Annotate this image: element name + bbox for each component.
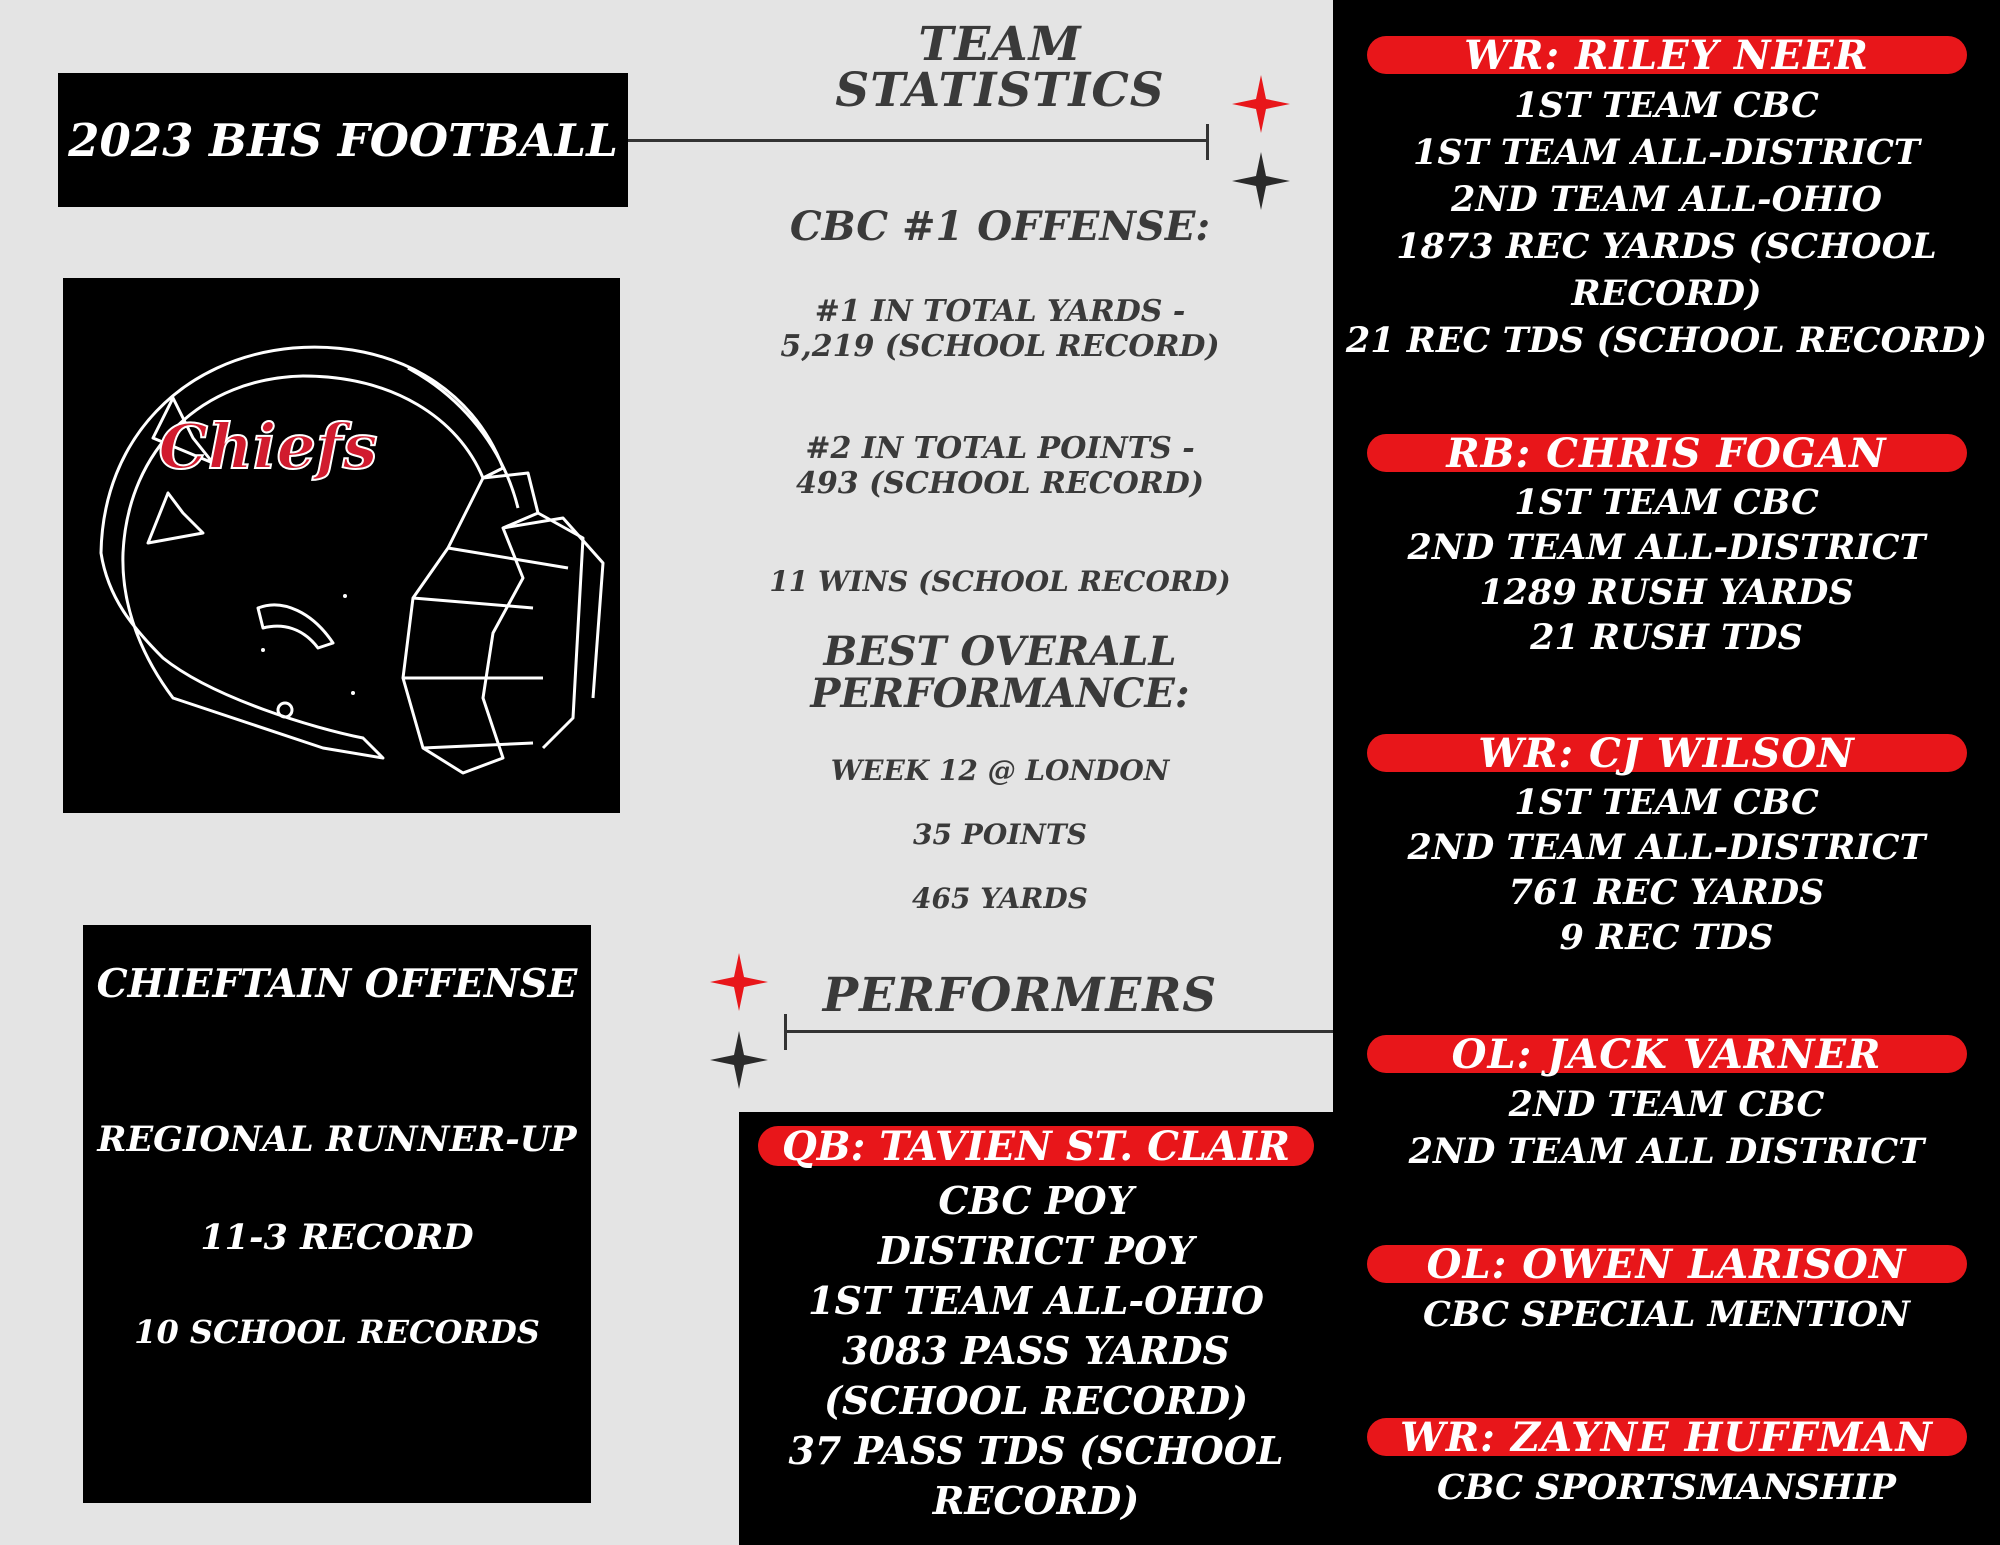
performers-heading: PERFORMERS bbox=[822, 968, 1218, 1023]
page-title bbox=[58, 73, 628, 207]
honor-line: 1289 RUSH YARDS bbox=[1479, 572, 1854, 613]
heading-line: STATISTICS bbox=[835, 63, 1165, 118]
red-sparkle-icon bbox=[710, 953, 768, 1011]
honor-line: 9 REC TDS bbox=[1559, 917, 1774, 958]
stat-text: #1 IN TOTAL YARDS - bbox=[814, 294, 1186, 329]
helmet-image bbox=[63, 278, 620, 813]
honor-line: CBC POY bbox=[938, 1178, 1134, 1223]
honor-line: 1873 REC YARDS (SCHOOL bbox=[1396, 226, 1937, 267]
title-text: 2023 BHS FOOTBALL bbox=[68, 113, 618, 167]
player-label: WR: RILEY NEER bbox=[1367, 36, 1967, 74]
chieftain-offense-heading: CHIEFTAIN OFFENSE bbox=[96, 961, 578, 1007]
chieftain-offense-box bbox=[83, 925, 591, 1503]
qb-label: QB: TAVIEN ST. CLAIR bbox=[758, 1126, 1314, 1166]
stat-total-points bbox=[760, 431, 1240, 501]
honor-line: RECORD) bbox=[932, 1478, 1140, 1523]
honor-line: 2ND TEAM ALL DISTRICT bbox=[1408, 1131, 1925, 1172]
title-connector-line bbox=[628, 139, 1208, 142]
honor-line: DISTRICT POY bbox=[877, 1228, 1195, 1273]
honor-line: 1ST TEAM ALL-DISTRICT bbox=[1413, 132, 1920, 173]
honor-line: 1ST TEAM CBC bbox=[1514, 482, 1819, 523]
honor-line: 1ST TEAM CBC bbox=[1514, 85, 1819, 126]
player-card bbox=[1333, 32, 2000, 364]
honor-line: 2ND TEAM CBC bbox=[1508, 1084, 1825, 1125]
offense-heading: CBC #1 OFFENSE: bbox=[789, 203, 1211, 250]
honor-line: 37 PASS TDS (SCHOOL bbox=[788, 1428, 1284, 1473]
helmet-logo-text: Chiefs bbox=[158, 410, 378, 483]
stat-total-yards bbox=[760, 294, 1240, 364]
honor-line: 2ND TEAM ALL-DISTRICT bbox=[1407, 827, 1926, 868]
team-statistics-heading bbox=[760, 17, 1240, 118]
black-sparkle-icon bbox=[1232, 152, 1290, 210]
chieftain-offense-line: REGIONAL RUNNER-UP bbox=[97, 1119, 577, 1160]
player-label: RB: CHRIS FOGAN bbox=[1367, 434, 1967, 472]
player-label: OL: OWEN LARISON bbox=[1367, 1245, 1967, 1283]
player-label: WR: CJ WILSON bbox=[1367, 734, 1967, 772]
honor-line: 21 RUSH TDS bbox=[1530, 617, 1803, 658]
stat-text: 493 (SCHOOL RECORD) bbox=[796, 466, 1204, 501]
helmet-icon bbox=[63, 278, 620, 813]
honor-line: 1ST TEAM ALL-OHIO bbox=[808, 1278, 1264, 1323]
best-performance-line: 35 POINTS bbox=[913, 818, 1087, 851]
player-card bbox=[1333, 730, 2000, 960]
honor-line: 3083 PASS YARDS bbox=[842, 1328, 1230, 1373]
honor-line: 761 REC YARDS bbox=[1508, 872, 1825, 913]
heading-line: PERFORMANCE: bbox=[810, 670, 1190, 717]
qb-card bbox=[739, 1112, 1333, 1545]
player-label: WR: ZAYNE HUFFMAN bbox=[1367, 1418, 1967, 1456]
honor-line: (SCHOOL RECORD) bbox=[823, 1378, 1249, 1423]
chieftain-offense-line: 10 SCHOOL RECORDS bbox=[134, 1313, 540, 1351]
heading-line: BEST OVERALL bbox=[823, 628, 1177, 675]
performers-connector-tick bbox=[784, 1014, 787, 1050]
stat-wins: 11 WINS (SCHOOL RECORD) bbox=[769, 565, 1231, 598]
chieftain-offense-line: 11-3 RECORD bbox=[200, 1217, 474, 1258]
red-sparkle-icon bbox=[1232, 75, 1290, 133]
title-connector-tick bbox=[1206, 124, 1209, 160]
player-label: OL: JACK VARNER bbox=[1367, 1035, 1967, 1073]
black-sparkle-icon bbox=[710, 1031, 768, 1089]
honor-line: 2ND TEAM ALL-DISTRICT bbox=[1407, 527, 1926, 568]
honor-line: 2ND TEAM ALL-OHIO bbox=[1450, 179, 1882, 220]
player-card bbox=[1333, 430, 2000, 660]
honor-line: 1ST TEAM CBC bbox=[1514, 782, 1819, 823]
best-performance-line: 465 YARDS bbox=[912, 882, 1088, 915]
stat-text: #2 IN TOTAL POINTS - bbox=[805, 431, 1195, 466]
honor-line: CBC SPORTSMANSHIP bbox=[1437, 1467, 1896, 1508]
best-performance-heading bbox=[760, 628, 1240, 717]
performers-connector-line bbox=[784, 1030, 1333, 1033]
honor-line: CBC SPECIAL MENTION bbox=[1423, 1294, 1910, 1335]
player-card bbox=[1333, 1241, 2000, 1338]
best-performance-line: WEEK 12 @ LONDON bbox=[830, 754, 1170, 787]
player-card bbox=[1333, 1031, 2000, 1175]
honor-line: RECORD) bbox=[1571, 273, 1762, 314]
honor-line: 21 REC TDS (SCHOOL RECORD) bbox=[1345, 320, 1988, 361]
heading-line: TEAM bbox=[918, 17, 1082, 72]
player-card bbox=[1333, 1414, 2000, 1511]
stat-text: 5,219 (SCHOOL RECORD) bbox=[780, 329, 1220, 364]
